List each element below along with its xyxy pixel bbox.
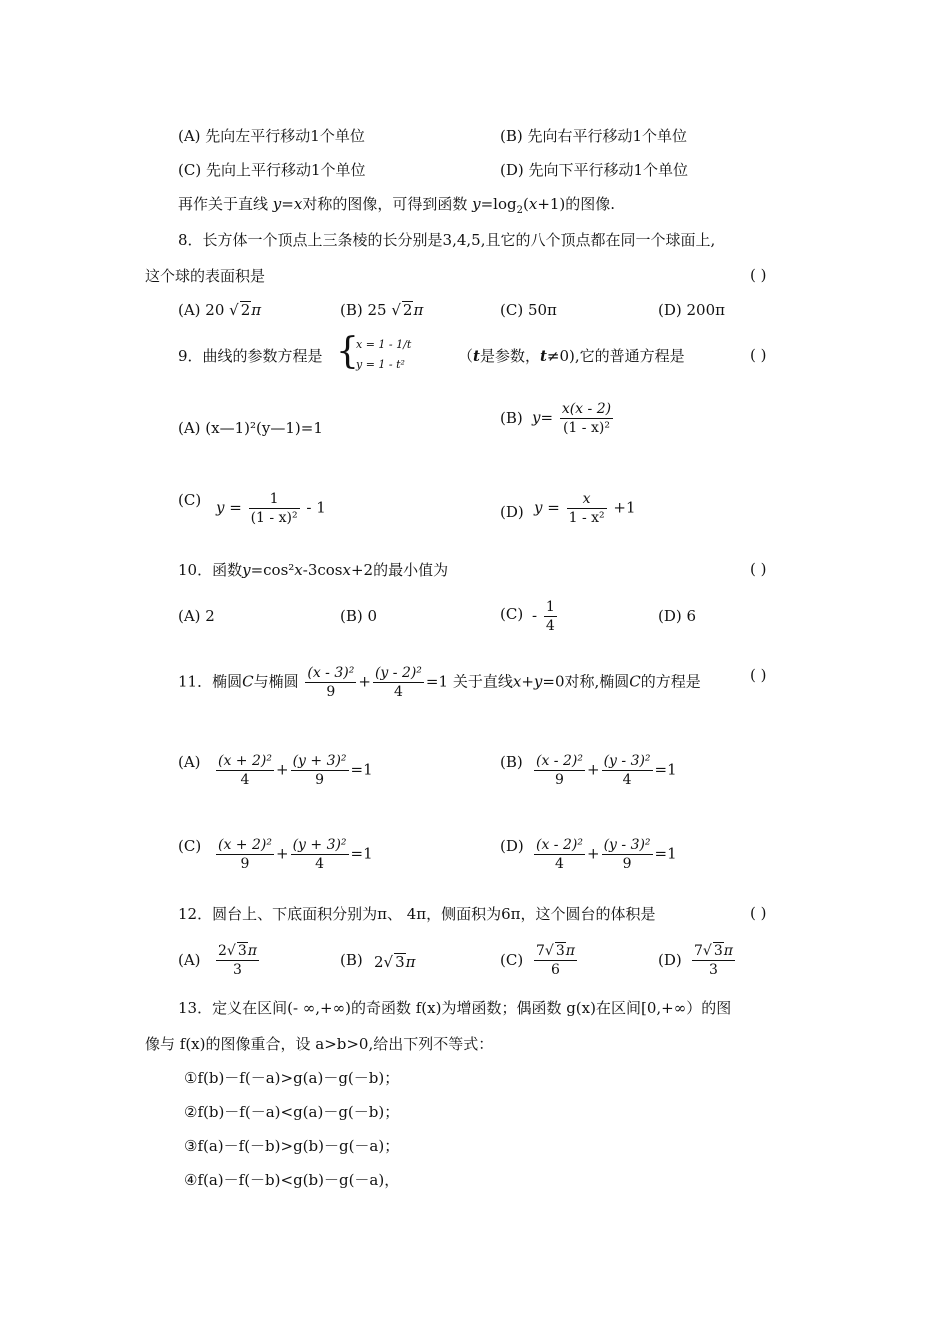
q7-tail-eq: = (281, 195, 294, 213)
q11-option-b-label: (B) (500, 753, 523, 771)
q12-option-c-label: (C) (500, 951, 524, 969)
q10-answer-blank: ( ) (750, 560, 767, 578)
q7-tail-log: =log (480, 195, 517, 213)
q8-option-a-radicand: 2 (240, 301, 251, 319)
q7-tail-paren: ( (522, 195, 529, 213)
q12-option-c-coef: 7 (536, 943, 545, 959)
q12-option-c-pi: π (565, 943, 575, 959)
q11-option-b-n1: (x - 2)² (536, 753, 583, 769)
q11-option-d-frac2 (602, 836, 653, 873)
q9-option-b-lhs: y= (532, 408, 554, 427)
q11-option-b: $\frac{\text{(x - 2)²}}{9}$ + $\frac{\text{(y - 3)²}}{4}$ =1 (536, 753, 677, 788)
q9-param-eq1: x = 1 - 1/t (356, 338, 412, 351)
q13-stem-line1: 13．定义在区间(- ∞,+∞)的奇函数 f(x)为增函数；偶函数 g(x)在区间[0,+∞）的图 (178, 999, 732, 1017)
q11-option-d-n1: (x - 2)² (536, 837, 583, 853)
q9-condition (458, 346, 685, 366)
q11-option-c-frac2 (291, 836, 349, 873)
q9-stem: 9．曲线的参数方程是 (178, 347, 323, 365)
q11-option-a: $\frac{\text{(x + 2)²}}{4}$ + $\frac{\text{(y + 3)²}}{9}$ =1 (218, 753, 373, 788)
q12-option-a-fraction (216, 942, 259, 979)
q9-option-b-den: (1 - x)² (560, 418, 613, 437)
q11-stem-c: C (242, 672, 254, 691)
q9-option-b-num: x(x - 2) (561, 401, 612, 417)
q7-tail-func-y: y (472, 195, 481, 213)
q11-stem-frac1-den: 9 (305, 682, 356, 701)
q11-option-c-d2: 4 (291, 854, 349, 873)
q11-stem-eq1: =1 (425, 672, 449, 691)
q11-option-c-label: (C) (178, 837, 202, 855)
q12-option-a-label: (A) (178, 951, 201, 969)
q12-option-a (214, 942, 261, 979)
q11-option-a-label: (A) (178, 753, 201, 771)
q11-option-d: $\frac{\text{(x - 2)²}}{4}$ + $\frac{\text{(y - 3)²}}{9}$ =1 (536, 837, 677, 872)
q12-option-a-den: 3 (216, 960, 259, 979)
q11-stem-frac2 (373, 664, 424, 701)
q12-option-d-num: 7√ 3π (694, 943, 733, 959)
q13-inequality-1: ①f(b)－f(－a)>g(a)－g(－b)； (184, 1069, 400, 1087)
q12-option-a-num: 2√ 3π (218, 943, 257, 959)
q8-option-a-label: (A) 20 (178, 301, 225, 319)
q9-option-c-rhs: - 1 (306, 498, 326, 517)
q11-option-a-eq: =1 (350, 760, 373, 779)
q11-stem-text-5: 的方程是 (640, 672, 701, 691)
q11-option-b-eq: =1 (654, 760, 677, 779)
q9-option-d-rhs: +1 (613, 498, 636, 517)
q7-tail-text-2: 对称的图像，可得到函数 (302, 195, 468, 213)
q10-option-c (532, 598, 559, 635)
q9-option-a: (A) (x—1)²(y—1)=1 (178, 419, 323, 437)
q8-option-b: (B) 25 √ 2π (340, 301, 424, 319)
q9-option-d-fraction (567, 490, 607, 527)
q8-option-b-label: (B) 25 (340, 301, 387, 319)
q11-option-c-n1: (x + 2)² (218, 837, 272, 853)
q12-option-b-label: (B) (340, 951, 363, 969)
q11-option-b-d2: 4 (602, 770, 653, 789)
q11-option-d-frac1 (534, 836, 585, 873)
q11-stem-c2: C (629, 672, 641, 691)
q10-stem-var-y: y (242, 561, 251, 579)
q9-cond-t: t (473, 347, 480, 365)
q11-option-a-n1: (x + 2)² (218, 753, 272, 769)
q7-tail-log-base: 2 (516, 205, 523, 216)
q11-stem-frac2-den: 4 (373, 682, 424, 701)
q11-option-a-frac2 (291, 752, 349, 789)
q9-option-c-den: (1 - x)² (250, 510, 298, 526)
q9-option-d-lhs: y = (534, 498, 560, 517)
q7-tail-var-x: x (293, 195, 303, 213)
q11-option-c-eq: =1 (350, 844, 373, 863)
q10-option-c-num: 1 (545, 599, 555, 615)
q12-option-c-num: 7√ 3π (536, 943, 575, 959)
q9-param-eq2: y = 1 - t² (356, 358, 405, 371)
q8-option-c: (C) 50π (500, 301, 557, 319)
q9-option-d (534, 490, 636, 527)
q11-option-b-d1: 9 (534, 770, 585, 789)
q8-option-b-pi: π (413, 301, 424, 319)
q11-stem-frac1-num: (x - 3)² (307, 665, 355, 681)
q12-option-d-pi: π (723, 943, 733, 959)
q9-option-c-label: (C) (178, 491, 202, 509)
q9-cond-open: （ (458, 347, 474, 365)
q11-option-b-frac2 (602, 752, 653, 789)
q11-stem-text-2: 与椭圆 (253, 672, 299, 691)
q10-option-b: (B) 0 (340, 607, 378, 625)
q7-tail-var-y: y (272, 195, 282, 213)
q9-answer-blank: ( ) (750, 346, 767, 364)
q9-cond-text: 是参数， (479, 347, 540, 365)
q7-option-a: (A) 先向左平行移动1个单位 (178, 127, 365, 145)
q13-inequality-3: ③f(a)－f(－b)>g(b)－g(－a)； (184, 1137, 400, 1155)
q10-option-a: (A) 2 (178, 607, 215, 625)
q7-option-b: (B) 先向右平行移动1个单位 (500, 127, 688, 145)
q12-option-d-fraction (692, 942, 735, 979)
q13-inequality-4: ④f(a)－f(－b)<g(b)－g(－a)， (184, 1171, 400, 1189)
q12-option-a-coef: 2 (218, 943, 227, 959)
q11-option-c-d1: 9 (216, 854, 274, 873)
q11-stem-x: x (512, 672, 522, 691)
q11-option-d-eq: =1 (654, 844, 677, 863)
q11-option-d-d2: 9 (602, 854, 653, 873)
q8-answer-blank: ( ) (750, 266, 767, 284)
q11-option-a-d1: 4 (216, 770, 274, 789)
q13-inequality-2: ②f(b)－f(－a)<g(a)－g(－b)； (184, 1103, 400, 1121)
q11-stem-text-4: =0对称,椭圆 (542, 672, 630, 691)
q10-option-c-sign: - (532, 606, 538, 625)
q11-option-d-n2: (y - 3)² (603, 837, 651, 853)
q9-option-c-num: 1 (269, 491, 279, 507)
q10-stem-end: +2的最小值为 (350, 561, 449, 579)
q9-option-d-num: x (582, 491, 591, 507)
q11-stem-plus: + (358, 672, 371, 691)
q9-option-b-fraction (560, 400, 613, 437)
q9-option-c-lhs: y = (216, 498, 242, 517)
q12-option-c-fraction (534, 942, 577, 979)
q11-answer-blank: ( ) (750, 666, 767, 684)
q9-cond-t2: t (539, 347, 547, 365)
q10-option-c-fraction (544, 598, 557, 635)
q11-stem (178, 664, 701, 701)
q12-option-b-radicand: 3 (395, 953, 405, 971)
q7-tail-line (178, 194, 615, 221)
q13-stem-line2: 像与 f(x)的图像重合，设 a>b>0,给出下列不等式： (145, 1035, 494, 1053)
q11-option-d-d1: 4 (534, 854, 585, 873)
q11-option-d-label: (D) (500, 837, 524, 855)
q10-stem-text: 10．函数 (178, 561, 243, 579)
q9-option-b (532, 400, 615, 437)
q11-stem-plus2: + (521, 672, 534, 691)
q9-system-brace: { (336, 331, 359, 372)
q12-option-c-radicand: 3 (555, 943, 565, 959)
q10-option-c-label: (C) (500, 605, 524, 623)
q11-option-a-d2: 9 (291, 770, 349, 789)
q8-stem-line2: 这个球的表面积是 (145, 267, 266, 285)
q8-option-d: (D) 200π (658, 301, 725, 319)
q10-stem (178, 560, 448, 580)
q10-option-c-den: 4 (545, 618, 555, 634)
q12-option-c (532, 942, 579, 979)
q8-stem-line1: 8．长方体一个顶点上三条棱的长分别是3,4,5,且它的八个顶点都在同一个球面上, (178, 231, 716, 249)
q12-option-b: 2√ 3π (374, 953, 416, 971)
q10-stem-cos2: =cos² (250, 561, 295, 579)
q10-stem-3cos: -3cos (302, 561, 343, 579)
q9-cond-text-2: ≠0),它的普通方程是 (546, 347, 685, 365)
q11-option-b-n2: (y - 3)² (603, 753, 651, 769)
q9-option-d-label: (D) (500, 503, 524, 521)
q12-option-a-pi: π (247, 943, 257, 959)
q8-option-b-radicand: 2 (402, 301, 413, 319)
q12-option-d-label: (D) (658, 951, 682, 969)
q8-option-a-pi: π (251, 301, 262, 319)
q12-option-d-den: 3 (692, 960, 735, 979)
q11-option-c-frac1 (216, 836, 274, 873)
q11-option-b-frac1 (534, 752, 585, 789)
q9-option-c-fraction (249, 490, 300, 527)
q12-option-d (690, 942, 737, 979)
q12-stem: 12．圆台上、下底面积分别为π、 4π，侧面积为6π，这个圆台的体积是 (178, 905, 656, 923)
q10-stem-var-x2: x (342, 561, 351, 579)
q12-option-d-radicand: 3 (713, 943, 723, 959)
q12-option-a-radicand: 3 (237, 943, 247, 959)
q9-option-d-den: 1 - x² (568, 510, 605, 526)
q12-option-c-den: 6 (534, 960, 577, 979)
q11-stem-frac2-num: (y - 2)² (374, 665, 422, 681)
q12-option-d-coef: 7 (694, 943, 703, 959)
q9-option-b-label: (B) (500, 409, 523, 427)
q11-stem-frac1 (305, 664, 356, 701)
q12-option-b-pi: π (405, 953, 416, 971)
q7-tail-text: 再作关于直线 (178, 195, 269, 213)
q10-option-d: (D) 6 (658, 607, 697, 625)
q11-option-a-n2: (y + 3)² (292, 753, 347, 769)
q11-stem-y: y (533, 672, 543, 691)
q11-option-c-n2: (y + 3)² (292, 837, 347, 853)
q11-option-c: $\frac{\text{(x + 2)²}}{9}$ + $\frac{\text{(y + 3)²}}{4}$ =1 (218, 837, 373, 872)
q12-option-b-coef: 2 (374, 953, 384, 971)
q11-stem-text: 11．椭圆 (178, 672, 243, 691)
q11-option-a-frac1 (216, 752, 274, 789)
q11-stem-text-3: 关于直线 (452, 672, 513, 691)
q8-option-a: (A) 20 √ 2π (178, 301, 262, 319)
q7-option-c: (C) 先向上平行移动1个单位 (178, 161, 366, 179)
q7-tail-arg-x: x (528, 195, 538, 213)
q10-stem-var-x: x (294, 561, 303, 579)
q9-option-c (216, 490, 326, 527)
q7-option-d: (D) 先向下平行移动1个单位 (500, 161, 689, 179)
q7-tail-end: +1)的图像. (537, 195, 616, 213)
q12-answer-blank: ( ) (750, 904, 767, 922)
